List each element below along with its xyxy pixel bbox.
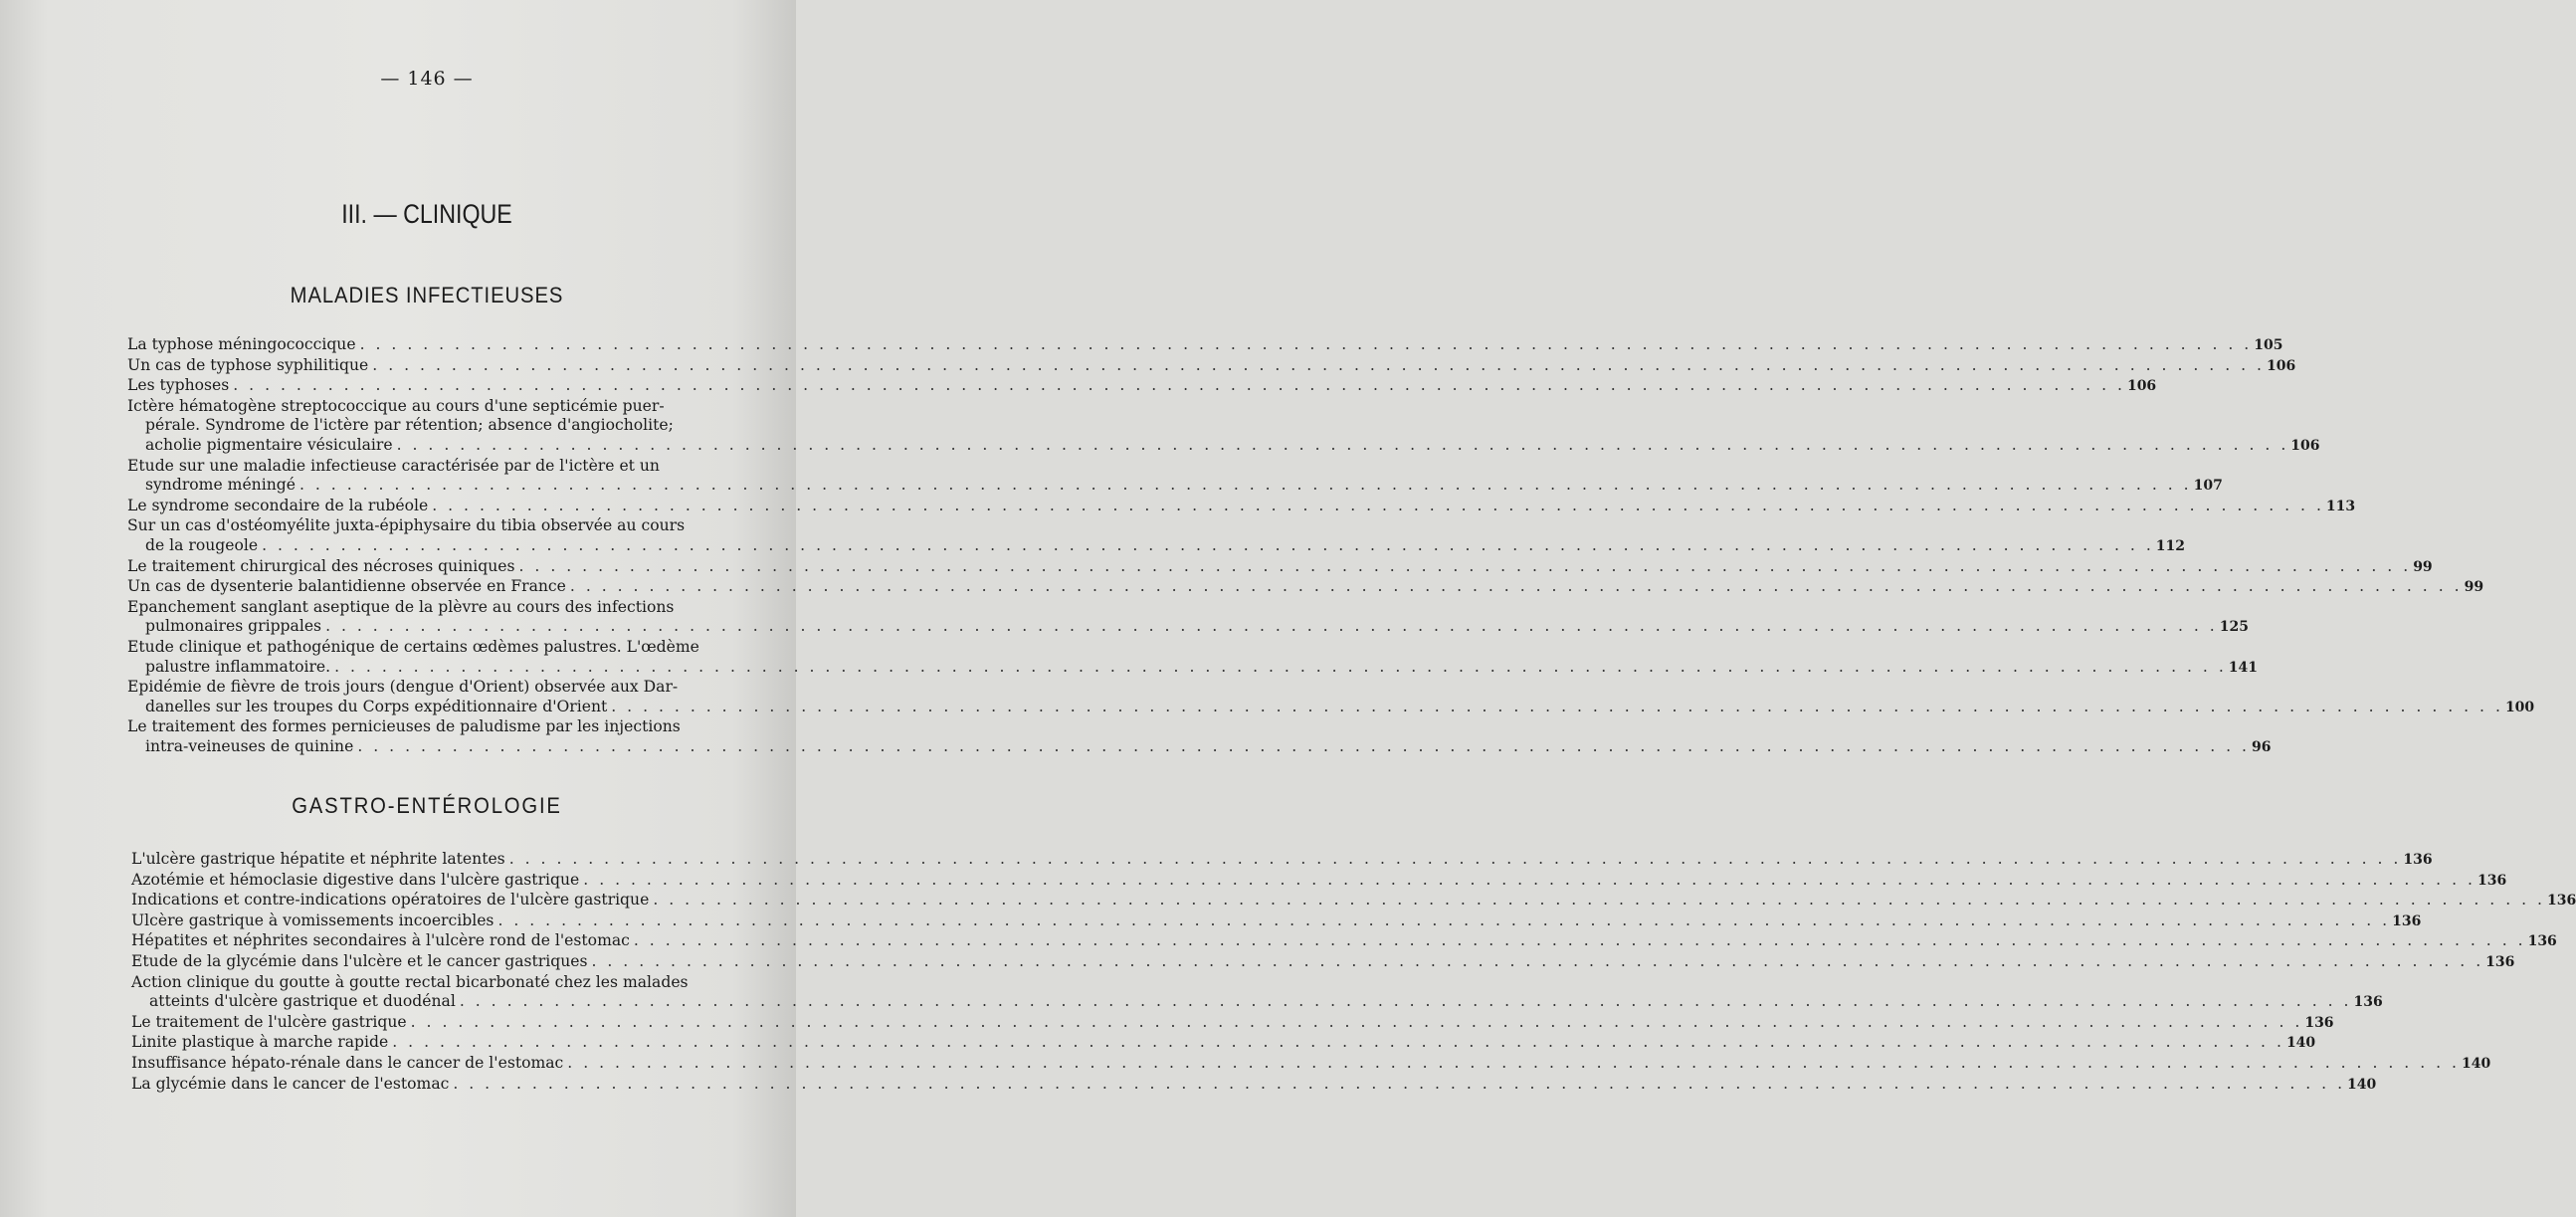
toc-entry-line (131, 1033, 2316, 1054)
toc-entry-text: Sur un cas d'ostéomyélite juxta-épiphysaire du tibia observée au cours (127, 516, 686, 535)
toc-entry-text: palustre inflammatoire. (145, 657, 331, 676)
dot-leader: . . . . . . . . . . . . . . . . . . . . . . . . . . . . . . . . . . . . . . . . . . . . . . . . . . . . . . . . . . . . . . . . . . . . . . . . . . . . . . . . . . . . . . . . . . . . . . . . . . . . . . . . . . . . . . . . . . . . . . . . (611, 697, 2503, 715)
toc-entry (131, 850, 2433, 871)
toc-entry-text: Le traitement chirurgical des nécroses quiniques (127, 556, 515, 575)
toc-entry-line (127, 657, 2259, 679)
toc-page-number: 112 (2155, 537, 2186, 554)
toc-entry-line (127, 556, 2433, 578)
toc-page-number: 99 (2413, 558, 2433, 575)
toc-entry-text: de la rougeole (145, 535, 259, 554)
page-number: — 146 — (380, 68, 474, 90)
toc-entry-line (127, 598, 734, 618)
toc-page-number: 141 (2228, 659, 2259, 676)
toc-page-number: 136 (2403, 852, 2433, 868)
toc-entry-line (131, 931, 2557, 952)
toc-entry-line (127, 416, 734, 436)
toc-entry-line (127, 617, 2249, 638)
toc-entry-text: Ulcère gastrique à vomissements incoercibles (131, 911, 495, 929)
dot-leader: . . . . . . . . . . . . . . . . . . . . . . . . . . . . . . . . . . . . . . . . . . . . . . . . . . . . . . . . . . . . . . . . . . . . . . . . . . . . . . . . . . . . . . . . . . . . . . . . . . . . . . . . . . . . . . . . . . . . . . . . (508, 850, 2402, 868)
toc-entry (127, 376, 2157, 397)
dot-leader: . . . . . . . . . . . . . . . . . . . . . . . . . . . . . . . . . . . . . . . . . . . . . . . . . . . . . . . . . . . . . . . . . . . . . . . . . . . . . . . . . . . . . . . . . . . . . . . . . . . . . . . . . . . . . . . . . . . . . . . . (396, 435, 2289, 454)
toc-entry-line (127, 516, 734, 536)
toc-entry-text: acholie pigmentaire vésiculaire (145, 435, 393, 454)
toc-entry-text: Un cas de typhose syphilitique (127, 355, 369, 374)
toc-entry (131, 1074, 2377, 1096)
toc-entry (127, 396, 2320, 457)
toc-entry-text: syndrome méningé (145, 476, 296, 495)
dot-leader: . . . . . . . . . . . . . . . . . . . . . . . . . . . . . . . . . . . . . . . . . . . . . . . . . . . . . . . . . . . . . . . . . . . . . . . . . . . . . . . . . . . . . . . . . . . . . . . . . . . . . . . . . . . . . . . . . . . . . . . . (591, 951, 2484, 970)
toc-page-number: 136 (2304, 1014, 2334, 1031)
toc-page-number: 106 (2266, 357, 2296, 374)
toc-entry-text: Les typhoses (127, 376, 230, 395)
toc-entry-line (127, 457, 734, 477)
toc-page-number: 140 (2461, 1055, 2491, 1072)
toc-page-number: 100 (2504, 699, 2535, 715)
toc-entry (127, 597, 2249, 638)
dot-leader: . . . . . . . . . . . . . . . . . . . . . . . . . . . . . . . . . . . . . . . . . . . . . . . . . . . . . . . . . . . . . . . . . . . . . . . . . . . . . . . . . . . . . . . . . . . . . . . . . . . . . . . . . . . . . . . . . . . . . . . . (298, 476, 2192, 495)
toc-entry-line (127, 717, 734, 737)
toc-page-number: 99 (2464, 579, 2484, 596)
toc-entry-text: Action clinique du goutte à goutte rectal bicarbonaté chez les malades (131, 972, 689, 991)
dot-leader: . . . . . . . . . . . . . . . . . . . . . . . . . . . . . . . . . . . . . . . . . . . . . . . . . . . . . . . . . . . . . . . . . . . . . . . . . . . . . . . . . . . . . . . . . . . . . . . . . . . . . . . . . . . . . . . . . . . . . . . . (518, 556, 2412, 575)
dot-leader: . . . . . . . . . . . . . . . . . . . . . . . . . . . . . . . . . . . . . . . . . . . . . . . . . . . . . . . . . . . . . . . . . . . . . . . . . . . . . . . . . . . . . . . . . . . . . . . . . . . . . . . . . . . . . . . . . . . . . . . . (233, 376, 2125, 395)
toc-entry-text: Le traitement des formes pernicieuses de paludisme par les injections (127, 717, 681, 736)
toc-page-number: 105 (2254, 337, 2283, 353)
toc-entry-line (127, 435, 2320, 457)
toc-entry (131, 1033, 2316, 1054)
toc-page-number: 106 (2290, 437, 2320, 454)
toc-entry (127, 717, 2272, 757)
toc-entry (127, 637, 2259, 678)
toc-page-number: 96 (2252, 738, 2272, 755)
toc-entry-text: danelles sur les troupes du Corps expéditionnaire d'Orient (145, 697, 608, 715)
toc-entry-line (127, 638, 734, 658)
toc-entry-text: Linite plastique à marche rapide (131, 1033, 389, 1052)
toc-entry-line (131, 992, 2383, 1013)
toc-entry-line (131, 911, 2422, 932)
toc-entry (131, 870, 2507, 892)
dot-leader: . . . . . . . . . . . . . . . . . . . . . . . . . . . . . . . . . . . . . . . . . . . . . . . . . . . . . . . . . . . . . . . . . . . . . . . . . . . . . . . . . . . . . . . . . . . . . . . . . . . . . . . . . . . . . . . . . . . . . . . . (569, 577, 2463, 596)
dot-leader: . . . . . . . . . . . . . . . . . . . . . . . . . . . . . . . . . . . . . . . . . . . . . . . . . . . . . . . . . . . . . . . . . . . . . . . . . . . . . . . . . . . . . . . . . . . . . . . . . . . . . . . . . . . . . . . . . . . . . . . . (357, 736, 2251, 755)
section-heading-gastro-enterologie: GASTRO-ENTÉROLOGIE (292, 793, 562, 818)
toc-entry (127, 516, 2186, 556)
toc-entry-text: Etude clinique et pathogénique de certains œdèmes palustres. L'œdème (127, 637, 699, 656)
toc-entry-text: Epidémie de fièvre de trois jours (dengue d'Orient) observée aux Dar- (127, 678, 679, 697)
toc-entry (127, 355, 2296, 377)
toc-entry-line (131, 973, 746, 993)
toc-entry (127, 577, 2484, 598)
section-title: III. — CLINIQUE (341, 199, 512, 229)
toc-entry (131, 972, 2383, 1013)
toc-entry-text: La typhose méningococcique (127, 335, 356, 353)
toc-entry (131, 951, 2515, 973)
toc-entry-line (131, 1074, 2377, 1096)
toc-entry (127, 678, 2535, 717)
toc-page-number: 136 (2485, 953, 2515, 970)
toc-page-number: 113 (2325, 498, 2356, 514)
toc-page-number: 125 (2219, 619, 2249, 636)
toc-entry-line (127, 697, 2535, 718)
toc-entry-line (127, 335, 2283, 356)
toc-entry-line (131, 850, 2433, 871)
toc-entry-text: Insuffisance hépato-rénale dans le cancer de l'estomac (131, 1053, 564, 1072)
toc-entry (131, 1012, 2334, 1034)
toc-page-number: 136 (2527, 933, 2557, 950)
toc-entry-text: Indications et contre-indications opératoires de l'ulcère gastrique (131, 891, 650, 910)
toc-page-number: 106 (2126, 378, 2157, 395)
toc-entry-text: L'ulcère gastrique hépatite et néphrite latentes (131, 850, 505, 868)
toc-entry-line (127, 736, 2272, 758)
toc-entry-text: Ictère hématogène streptococcique au cours d'une septicémie puer- (127, 396, 665, 415)
dot-leader: . . . . . . . . . . . . . . . . . . . . . . . . . . . . . . . . . . . . . . . . . . . . . . . . . . . . . . . . . . . . . . . . . . . . . . . . . . . . . . . . . . . . . . . . . . . . . . . . . . . . . . . . . . . . . . . . . . . . . . . . (359, 335, 2253, 353)
toc-entry-line (127, 476, 2223, 497)
dot-leader: . . . . . . . . . . . . . . . . . . . . . . . . . . . . . . . . . . . . . . . . . . . . . . . . . . . . . . . . . . . . . . . . . . . . . . . . . . . . . . . . . . . . . . . . . . . . . . . . . . . . . . . . . . . . . . . . . . . . . . . . (653, 891, 2545, 910)
dot-leader: . . . . . . . . . . . . . . . . . . . . . . . . . . . . . . . . . . . . . . . . . . . . . . . . . . . . . . . . . . . . . . . . . . . . . . . . . . . . . . . . . . . . . . . . . . . . . . . . . . . . . . . . . . . . . . . . . . . . . . . . (392, 1033, 2284, 1052)
toc-entry-line (131, 891, 2576, 912)
toc-entry-line (127, 397, 734, 417)
toc-entry-text: Etude sur une maladie infectieuse caractérisée par de l'ictère et un (127, 456, 660, 475)
toc-entry (127, 496, 2356, 517)
dot-leader: . . . . . . . . . . . . . . . . . . . . . . . . . . . . . . . . . . . . . . . . . . . . . . . . . . . . . . . . . . . . . . . . . . . . . . . . . . . . . . . . . . . . . . . . . . . . . . . . . . . . . . . . . . . . . . . . . . . . . . . . (325, 617, 2218, 636)
toc-entry-line (127, 535, 2186, 557)
toc-entry (127, 556, 2433, 578)
toc-entry (131, 1053, 2491, 1075)
dot-leader: . . . . . . . . . . . . . . . . . . . . . . . . . . . . . . . . . . . . . . . . . . . . . . . . . . . . . . . . . . . . . . . . . . . . . . . . . . . . . . . . . . . . . . . . . . . . . . . . . . . . . . . . . . . . . . . . . . . . . . . . (497, 911, 2391, 929)
toc-page-number: 107 (2193, 478, 2223, 495)
toc-entry-text: intra-veineuses de quinine (145, 736, 354, 755)
toc-entry-text: Le traitement de l'ulcère gastrique (131, 1012, 407, 1031)
toc-entry-text: La glycémie dans le cancer de l'estomac (131, 1074, 450, 1093)
toc-entry (131, 891, 2576, 912)
toc-entry-text: Un cas de dysenterie balantidienne observée en France (127, 577, 566, 596)
dot-leader: . . . . . . . . . . . . . . . . . . . . . . . . . . . . . . . . . . . . . . . . . . . . . . . . . . . . . . . . . . . . . . . . . . . . . . . . . . . . . . . . . . . . . . . . . . . . . . . . . . . . . . . . . . . . . . . . . . . . . . . . (410, 1012, 2303, 1031)
toc-page-number: 136 (2547, 893, 2576, 910)
dot-leader: . . . . . . . . . . . . . . . . . . . . . . . . . . . . . . . . . . . . . . . . . . . . . . . . . . . . . . . . . . . . . . . . . . . . . . . . . . . . . . . . . . . . . . . . . . . . . . . . . . . . . . . . . . . . . . . . . . . . . . . . (567, 1053, 2460, 1072)
toc-entry-line (127, 355, 2296, 377)
toc-entry-line (131, 951, 2515, 973)
toc-entry (127, 456, 2223, 497)
toc-entry-text: atteints d'ulcère gastrique et duodénal (149, 992, 456, 1011)
dot-leader: . . . . . . . . . . . . . . . . . . . . . . . . . . . . . . . . . . . . . . . . . . . . . . . . . . . . . . . . . . . . . . . . . . . . . . . . . . . . . . . . . . . . . . . . . . . . . . . . . . . . . . . . . . . . . . . . . . . . . . . . (453, 1074, 2346, 1093)
toc-list-gastro-enterologie (131, 850, 2576, 1095)
toc-entry-line (127, 376, 2157, 397)
toc-entry-line (127, 496, 2356, 517)
dot-leader: . . . . . . . . . . . . . . . . . . . . . . . . . . . . . . . . . . . . . . . . . . . . . . . . . . . . . . . . . . . . . . . . . . . . . . . . . . . . . . . . . . . . . . . . . . . . . . . . . . . . . . . . . . . . . . . . . . . . . . . . (432, 496, 2324, 514)
toc-entry-line (131, 870, 2507, 892)
toc-page-number: 136 (2477, 872, 2507, 889)
toc-entry-text: Hépatites et néphrites secondaires à l'ulcère rond de l'estomac (131, 931, 630, 950)
toc-entry (131, 931, 2557, 952)
dot-leader: . . . . . . . . . . . . . . . . . . . . . . . . . . . . . . . . . . . . . . . . . . . . . . . . . . . . . . . . . . . . . . . . . . . . . . . . . . . . . . . . . . . . . . . . . . . . . . . . . . . . . . . . . . . . . . . . . . . . . . . . (262, 535, 2154, 554)
dot-leader: . . . . . . . . . . . . . . . . . . . . . . . . . . . . . . . . . . . . . . . . . . . . . . . . . . . . . . . . . . . . . . . . . . . . . . . . . . . . . . . . . . . . . . . . . . . . . . . . . . . . . . . . . . . . . . . . . . . . . . . . (583, 870, 2476, 889)
toc-page-number: 136 (2392, 913, 2422, 929)
toc-entry-line (131, 1012, 2334, 1034)
dot-leader: . . . . . . . . . . . . . . . . . . . . . . . . . . . . . . . . . . . . . . . . . . . . . . . . . . . . . . . . . . . . . . . . . . . . . . . . . . . . . . . . . . . . . . . . . . . . . . . . . . . . . . . . . . . . . . . . . . . . . . . . (633, 931, 2526, 950)
toc-entry (127, 335, 2283, 356)
toc-entry-text: pérale. Syndrome de l'ictère par rétention; absence d'angiocholite; (145, 416, 674, 435)
dot-leader: . . . . . . . . . . . . . . . . . . . . . . . . . . . . . . . . . . . . . . . . . . . . . . . . . . . . . . . . . . . . . . . . . . . . . . . . . . . . . . . . . . . . . . . . . . . . . . . . . . . . . . . . . . . . . . . . . . . . . . . . (459, 992, 2352, 1011)
toc-page-number: 136 (2353, 994, 2383, 1011)
toc-entry-text: Le syndrome secondaire de la rubéole (127, 496, 429, 514)
toc-entry-text: Etude de la glycémie dans l'ulcère et le cancer gastriques (131, 951, 588, 970)
toc-entry-line (131, 1053, 2491, 1075)
toc-entry-line (127, 678, 734, 698)
toc-page-number: 140 (2347, 1076, 2377, 1093)
toc-list-maladies-infectieuses (127, 335, 2535, 757)
toc-entry-text: pulmonaires grippales (145, 617, 322, 636)
dot-leader: . . . . . . . . . . . . . . . . . . . . . . . . . . . . . . . . . . . . . . . . . . . . . . . . . . . . . . . . . . . . . . . . . . . . . . . . . . . . . . . . . . . . . . . . . . . . . . . . . . . . . . . . . . . . . . . . . . . . . . . . (334, 657, 2227, 676)
toc-entry-text: Epanchement sanglant aseptique de la plèvre au cours des infections (127, 597, 675, 616)
toc-entry-line (127, 577, 2484, 598)
toc-entry-text: Azotémie et hémoclasie digestive dans l'ulcère gastrique (131, 870, 580, 889)
section-heading-maladies-infectieuses: MALADIES INFECTIEUSES (290, 283, 564, 307)
toc-entry (131, 911, 2422, 932)
toc-page-number: 140 (2285, 1035, 2316, 1052)
dot-leader: . . . . . . . . . . . . . . . . . . . . . . . . . . . . . . . . . . . . . . . . . . . . . . . . . . . . . . . . . . . . . . . . . . . . . . . . . . . . . . . . . . . . . . . . . . . . . . . . . . . . . . . . . . . . . . . . . . . . . . . . (372, 355, 2265, 374)
